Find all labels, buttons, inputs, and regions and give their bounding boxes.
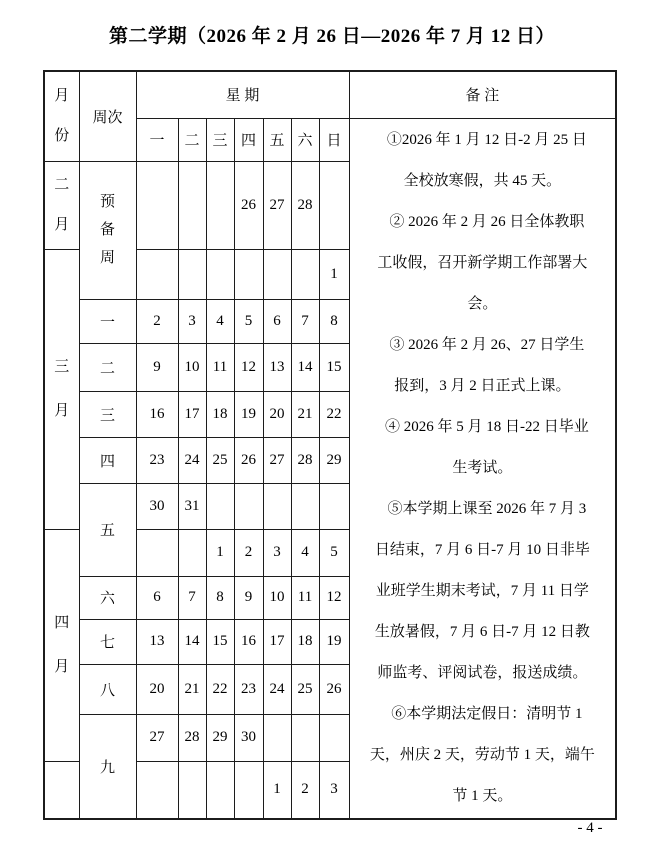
note-line: 生放暑假，7 月 6 日-7 月 12 日教 <box>374 623 590 640</box>
day-cell: 22 <box>206 664 234 714</box>
weekday-header-mon: 一 <box>136 118 178 161</box>
day-cell: 15 <box>206 619 234 664</box>
week-char: 预 <box>99 194 115 210</box>
month-header-char: 月 <box>54 88 70 105</box>
week-cell-1: 一 <box>79 299 136 343</box>
day-cell: 11 <box>206 343 234 391</box>
note-line: ③ 2026 年 2 月 26、27 日学生 <box>389 336 585 353</box>
day-cell: 11 <box>291 576 319 619</box>
day-cell: 6 <box>263 299 291 343</box>
week-cell-8: 八 <box>79 664 136 714</box>
weekday-header-sat: 六 <box>291 118 319 161</box>
note-line: 业班学生期末考试，7 月 11 日学 <box>375 582 589 599</box>
week-char: 备 <box>99 222 115 238</box>
day-cell: 31 <box>178 483 206 529</box>
day-cell: 13 <box>136 619 178 664</box>
day-cell: 17 <box>263 619 291 664</box>
day-cell: 10 <box>178 343 206 391</box>
week-cell-5: 五 <box>79 483 136 576</box>
day-cell: 24 <box>263 664 291 714</box>
day-cell: 18 <box>206 391 234 437</box>
week-cell-prep <box>79 161 136 299</box>
day-cell: 30 <box>136 483 178 529</box>
day-cell <box>319 161 349 249</box>
day-cell <box>136 761 178 819</box>
weekday-header-fri: 五 <box>263 118 291 161</box>
day-cell: 30 <box>234 714 263 761</box>
month-char: 三 <box>54 359 70 375</box>
day-cell: 16 <box>136 391 178 437</box>
week-cell-6: 六 <box>79 576 136 619</box>
day-cell: 28 <box>178 714 206 761</box>
semester-calendar-table <box>43 70 617 820</box>
day-cell: 8 <box>206 576 234 619</box>
day-cell <box>263 714 291 761</box>
day-cell <box>291 483 319 529</box>
day-cell: 12 <box>319 576 349 619</box>
day-cell: 3 <box>178 299 206 343</box>
day-cell <box>178 529 206 576</box>
day-cell: 28 <box>291 437 319 483</box>
day-cell: 26 <box>234 437 263 483</box>
note-line: ⑤本学期上课至 2026 年 7 月 3 <box>387 500 587 517</box>
day-cell: 27 <box>263 161 291 249</box>
day-cell: 13 <box>263 343 291 391</box>
day-cell <box>319 483 349 529</box>
day-cell: 3 <box>263 529 291 576</box>
weekday-header-tue: 二 <box>178 118 206 161</box>
day-cell <box>136 529 178 576</box>
day-cell: 29 <box>206 714 234 761</box>
day-cell <box>136 161 178 249</box>
day-cell: 15 <box>319 343 349 391</box>
page-number: - 4 - <box>577 820 603 836</box>
page-title: 第二学期（2026 年 2 月 26 日—2026 年 7 月 12 日） <box>108 26 555 47</box>
note-line: 日结束，7 月 6 日-7 月 10 日非毕 <box>374 541 590 558</box>
weekday-header-thu: 四 <box>234 118 263 161</box>
day-cell <box>319 714 349 761</box>
day-cell <box>206 249 234 299</box>
day-cell: 7 <box>291 299 319 343</box>
note-line: 师监考、评阅试卷，报送成绩。 <box>377 664 588 681</box>
day-cell: 16 <box>234 619 263 664</box>
day-cell <box>178 249 206 299</box>
day-cell <box>263 249 291 299</box>
month-cell-blank <box>44 761 79 819</box>
day-cell: 10 <box>263 576 291 619</box>
day-cell: 22 <box>319 391 349 437</box>
month-cell-april <box>44 529 79 761</box>
notes-cell <box>349 118 616 819</box>
note-line: ② 2026 年 2 月 26 日全体教职 <box>389 213 585 230</box>
month-cell-march <box>44 249 79 529</box>
day-cell: 18 <box>291 619 319 664</box>
note-line: 全校放寒假，共 45 天。 <box>403 172 562 189</box>
day-cell <box>263 483 291 529</box>
day-cell <box>234 761 263 819</box>
day-cell: 26 <box>319 664 349 714</box>
day-cell: 1 <box>263 761 291 819</box>
note-line: 会。 <box>467 295 498 312</box>
day-cell: 23 <box>234 664 263 714</box>
week-column-header: 周次 <box>79 71 136 161</box>
day-cell <box>178 761 206 819</box>
day-cell: 26 <box>234 161 263 249</box>
day-cell: 25 <box>291 664 319 714</box>
note-line: ①2026 年 1 月 12 日-2 月 25 日 <box>386 131 587 148</box>
day-cell <box>234 483 263 529</box>
day-cell: 9 <box>136 343 178 391</box>
day-cell: 2 <box>291 761 319 819</box>
month-cell-february <box>44 161 79 249</box>
day-cell: 5 <box>319 529 349 576</box>
weekday-group-header: 星 期 <box>136 71 349 118</box>
day-cell: 1 <box>319 249 349 299</box>
note-line: 生考试。 <box>452 459 513 476</box>
note-line: 工收假，召开新学期工作部署大 <box>377 254 588 271</box>
day-cell: 2 <box>234 529 263 576</box>
note-line: 天，州庆 2 天，劳动节 1 天，端午 <box>369 746 595 763</box>
note-line: 报到，3 月 2 日正式上课。 <box>394 377 571 394</box>
day-cell: 19 <box>234 391 263 437</box>
day-cell: 7 <box>178 576 206 619</box>
day-cell: 19 <box>319 619 349 664</box>
note-line: ④ 2026 年 5 月 18 日-22 日毕业 <box>384 418 589 435</box>
day-cell: 3 <box>319 761 349 819</box>
notes-column-header: 备 注 <box>349 71 616 118</box>
month-char: 月 <box>54 659 70 675</box>
week-cell-9: 九 <box>79 714 136 819</box>
week-cell-7: 七 <box>79 619 136 664</box>
week-cell-2: 二 <box>79 343 136 391</box>
day-cell: 27 <box>263 437 291 483</box>
day-cell: 6 <box>136 576 178 619</box>
day-cell: 28 <box>291 161 319 249</box>
day-cell <box>291 714 319 761</box>
day-cell: 24 <box>178 437 206 483</box>
day-cell: 9 <box>234 576 263 619</box>
day-cell: 20 <box>136 664 178 714</box>
day-cell: 21 <box>178 664 206 714</box>
day-cell <box>206 483 234 529</box>
month-char: 月 <box>54 403 70 419</box>
month-column-header <box>44 71 79 161</box>
day-cell <box>206 161 234 249</box>
month-header-char: 份 <box>54 128 70 145</box>
day-cell: 5 <box>234 299 263 343</box>
day-cell <box>291 249 319 299</box>
month-char: 月 <box>54 217 70 233</box>
day-cell: 12 <box>234 343 263 391</box>
day-cell <box>136 249 178 299</box>
day-cell <box>178 161 206 249</box>
day-cell: 20 <box>263 391 291 437</box>
weekday-header-sun: 日 <box>319 118 349 161</box>
day-cell: 4 <box>291 529 319 576</box>
month-char: 四 <box>54 615 70 631</box>
day-cell: 14 <box>178 619 206 664</box>
day-cell: 2 <box>136 299 178 343</box>
day-cell: 29 <box>319 437 349 483</box>
day-cell <box>206 761 234 819</box>
day-cell: 21 <box>291 391 319 437</box>
note-line: ⑥本学期法定假日：清明节 1 <box>391 705 583 722</box>
month-char: 二 <box>54 177 70 193</box>
day-cell: 1 <box>206 529 234 576</box>
day-cell: 25 <box>206 437 234 483</box>
table-header-row-1 <box>44 71 616 118</box>
weekday-header-wed: 三 <box>206 118 234 161</box>
day-cell: 23 <box>136 437 178 483</box>
week-cell-3: 三 <box>79 391 136 437</box>
note-line: 节 1 天。 <box>452 787 513 804</box>
day-cell <box>234 249 263 299</box>
week-cell-4: 四 <box>79 437 136 483</box>
day-cell: 17 <box>178 391 206 437</box>
day-cell: 14 <box>291 343 319 391</box>
day-cell: 27 <box>136 714 178 761</box>
week-char: 周 <box>99 250 115 266</box>
day-cell: 4 <box>206 299 234 343</box>
day-cell: 8 <box>319 299 349 343</box>
